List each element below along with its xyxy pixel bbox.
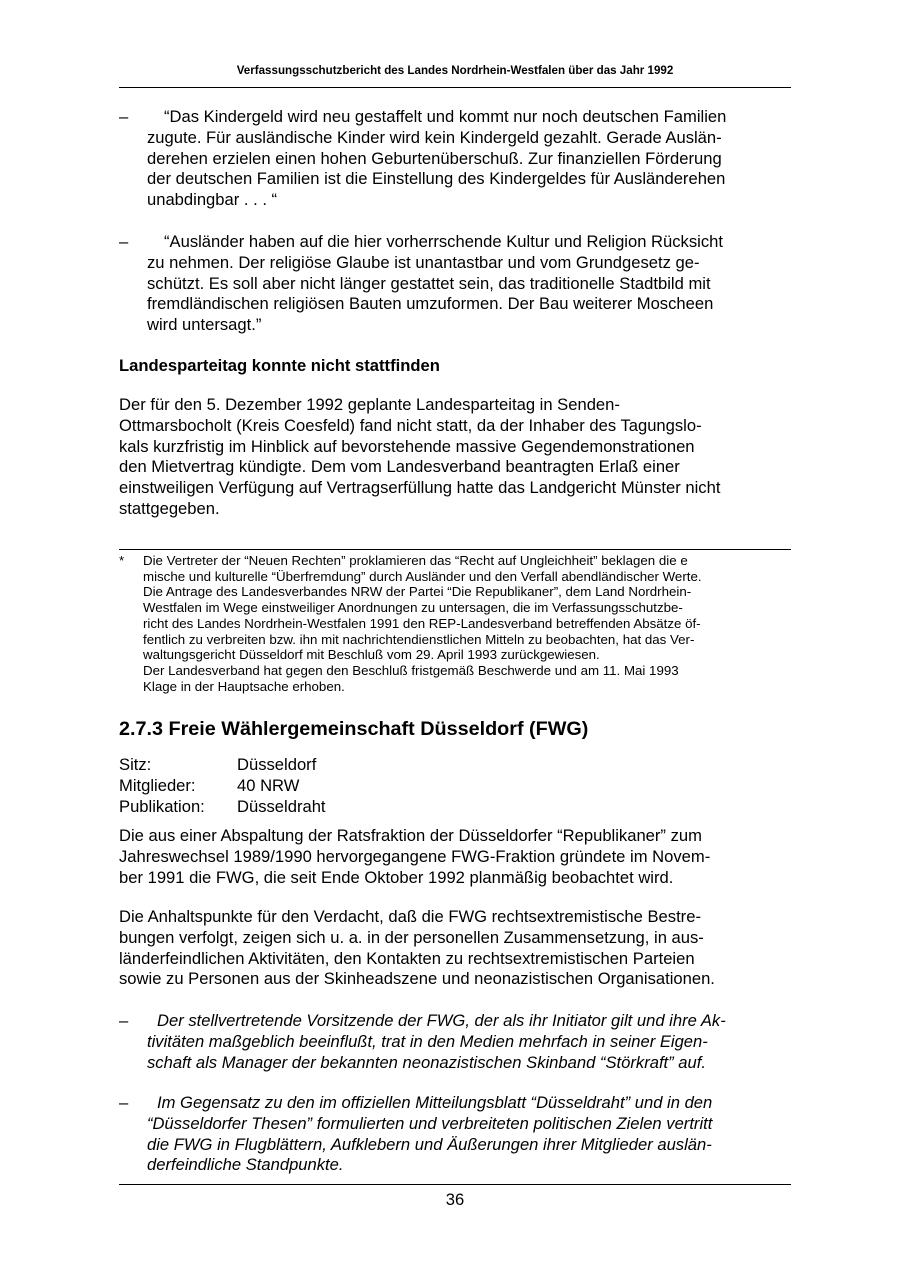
text-line: “Düsseldorfer Thesen” formulierten und verbreiteten politischen Zielen vertritt (147, 1113, 713, 1133)
text-line: “Ausländer haben auf die hier vorherrschende Kultur und Religion Rücksicht (164, 232, 723, 251)
paragraph-landesparteitag (119, 395, 791, 520)
paragraph-fwg-origin (119, 826, 791, 888)
text-line: fremdländischen religiösen Bauten umzuformen. Der Bau weiterer Moscheen (147, 294, 714, 314)
text-line: Jahreswechsel 1989/1990 hervorgegangene FWG-Fraktion gründete im Novem- (119, 846, 711, 866)
text-line: “Das Kindergeld wird neu gestaffelt und kommt nur noch deutschen Familien (164, 107, 727, 126)
text-line: kals kurzfristig im Hinblick auf bevorstehende massive Gegendemonstrationen (119, 436, 695, 456)
text-line: Der Landesverband hat gegen den Beschluß fristgemäß Beschwerde und am 11. Mai 1993 (143, 662, 679, 678)
fact-label: Mitglieder: (119, 775, 196, 795)
text-line: Der für den 5. Dezember 1992 geplante Landesparteitag in Senden- (119, 395, 620, 414)
text-line: fentlich zu verbreiten bzw. ihn mit nachrichtendienstlichen Mitteln zu beobachten, hat das Ver- (143, 631, 695, 647)
text-line: unabdingbar . . . “ (147, 190, 278, 210)
document-page (119, 0, 791, 1273)
text-line: ber 1991 die FWG, die seit Ende Oktober 1992 planmäßig beobachtet wird. (119, 867, 674, 887)
text-line: Klage in der Hauptsache erhoben. (143, 678, 345, 694)
text-line: einstweiligen Verfügung auf Vertragserfüllung hatte das Landgericht Münster nicht (119, 478, 721, 498)
bullet-dash: – (119, 232, 129, 251)
text-line: derehen erzielen einen hohen Geburtenüberschuß. Zur finanziellen Förderung (147, 148, 722, 168)
section-heading-fwg: 2.7.3 Freie Wählergemeinschaft Düsseldorf (FWG) (119, 718, 589, 740)
footnote (119, 553, 791, 694)
footnote-text (143, 553, 791, 694)
text-line: sowie zu Personen aus der Skinheadszene und neonazistischen Organisationen. (119, 969, 715, 989)
fact-list (119, 755, 326, 817)
bullet-dash: – (119, 1011, 129, 1030)
running-header: Verfassungsschutzbericht des Landes Nordrhein-Westfalen über das Jahr 1992 (236, 64, 674, 77)
text-line: zugute. Für ausländische Kinder wird kein Kindergeld gezahlt. Gerade Auslän- (147, 127, 722, 147)
text-line: derfeindliche Standpunkte. (147, 1155, 344, 1175)
text-line: die FWG in Flugblättern, Aufklebern und Äußerungen ihrer Mitglieder auslän- (147, 1134, 712, 1154)
text-line: stattgegeben. (119, 498, 220, 518)
paragraph-fwg-evidence (119, 907, 791, 990)
text-line: den Mietvertrag kündigte. Dem vom Landesverband beantragten Erlaß einer (119, 457, 680, 477)
text-line: mische und kulturelle “Überfremdung” durch Ausländer und den Verfall abendländischer Werte. (143, 568, 702, 584)
fact-value: 40 NRW (237, 775, 300, 795)
footnote-mark: * (119, 553, 125, 568)
text-line: Der stellvertretende Vorsitzende der FWG, der als ihr Initiator gilt und ihre Ak- (157, 1011, 726, 1030)
text-line: waltungsgericht Düsseldorf mit Beschluß vom 29. April 1993 zurückgewiesen. (143, 647, 600, 663)
text-line: Ottmarsbocholt (Kreis Coesfeld) fand nicht statt, da der Inhaber des Tagungslo- (119, 415, 702, 435)
text-line: länderfeindlichen Aktivitäten, den Kontakten zu rechtsextremistischen Parteien (119, 948, 695, 968)
bullet-dash: – (119, 107, 129, 126)
text-line: schaft als Manager der bekannten neonazistischen Skinband “Störkraft” auf. (147, 1052, 706, 1072)
text-line: bungen verfolgt, zeigen sich u. a. in der personellen Zusammensetzung, in aus- (119, 927, 704, 947)
text-line: richt des Landes Nordrhein-Westfalen 1991 den REP-Landesverband betreffenden Absätze öf- (143, 615, 701, 631)
fact-value: Düsseldorf (237, 755, 317, 774)
fact-label: Publikation: (119, 796, 205, 816)
footer-rule (119, 1184, 791, 1185)
text-line: der deutschen Familien ist die Einstellung des Kindergeldes für Ausländerehen (147, 169, 726, 189)
bullet-dash: – (119, 1093, 129, 1112)
text-line: tivitäten maßgeblich beeinflußt, trat in den Medien mehrfach in seiner Eigen- (147, 1031, 708, 1051)
text-line: Westfalen im Wege einstweiliger Anordnungen zu untersagen, die im Verfassungsschutzbe- (143, 600, 683, 616)
quote-bullet-kindergeld (119, 107, 791, 211)
text-line: Die Vertreter der “Neuen Rechten” proklamieren das “Recht auf Ungleichheit” beklagen die e (143, 553, 688, 568)
bullet-fwg-standpunkte (119, 1093, 791, 1176)
text-line: wird untersagt.” (147, 315, 262, 335)
fact-row-sitz (119, 755, 326, 776)
text-line: Die Anhaltspunkte für den Verdacht, daß die FWG rechtsextremistische Bestre- (119, 907, 701, 926)
fact-row-mitglieder (119, 776, 326, 797)
text-line: Die Antrage des Landesverbandes NRW der Partei “Die Republikaner”, dem Land Nordrhein- (143, 584, 692, 600)
header-rule (119, 87, 791, 88)
footnote-rule (119, 549, 791, 550)
text-line: Die aus einer Abspaltung der Ratsfraktion der Düsseldorfer “Republikaner” zum (119, 826, 702, 845)
bullet-fwg-vorsitzender (119, 1011, 791, 1073)
page-number: 36 (445, 1190, 465, 1209)
text-line: schützt. Es soll aber nicht länger gestattet sein, das traditionelle Stadtbild mit (147, 273, 711, 293)
bullet-text (147, 232, 791, 336)
bullet-text (147, 1011, 791, 1073)
text-line: zu nehmen. Der religiöse Glaube ist unantastbar und vom Grundgesetz ge- (147, 252, 700, 272)
bullet-text (147, 1093, 791, 1176)
fact-label: Sitz: (119, 755, 152, 774)
section-heading-landesparteitag: Landesparteitag konnte nicht stattfinden (119, 356, 440, 375)
fact-value: Düsseldraht (237, 796, 326, 816)
fact-row-publikation (119, 797, 326, 818)
quote-bullet-religion (119, 232, 791, 336)
text-line: Im Gegensatz zu den im offiziellen Mitteilungsblatt “Düsseldraht” und in den (157, 1093, 713, 1112)
bullet-text (147, 107, 791, 211)
